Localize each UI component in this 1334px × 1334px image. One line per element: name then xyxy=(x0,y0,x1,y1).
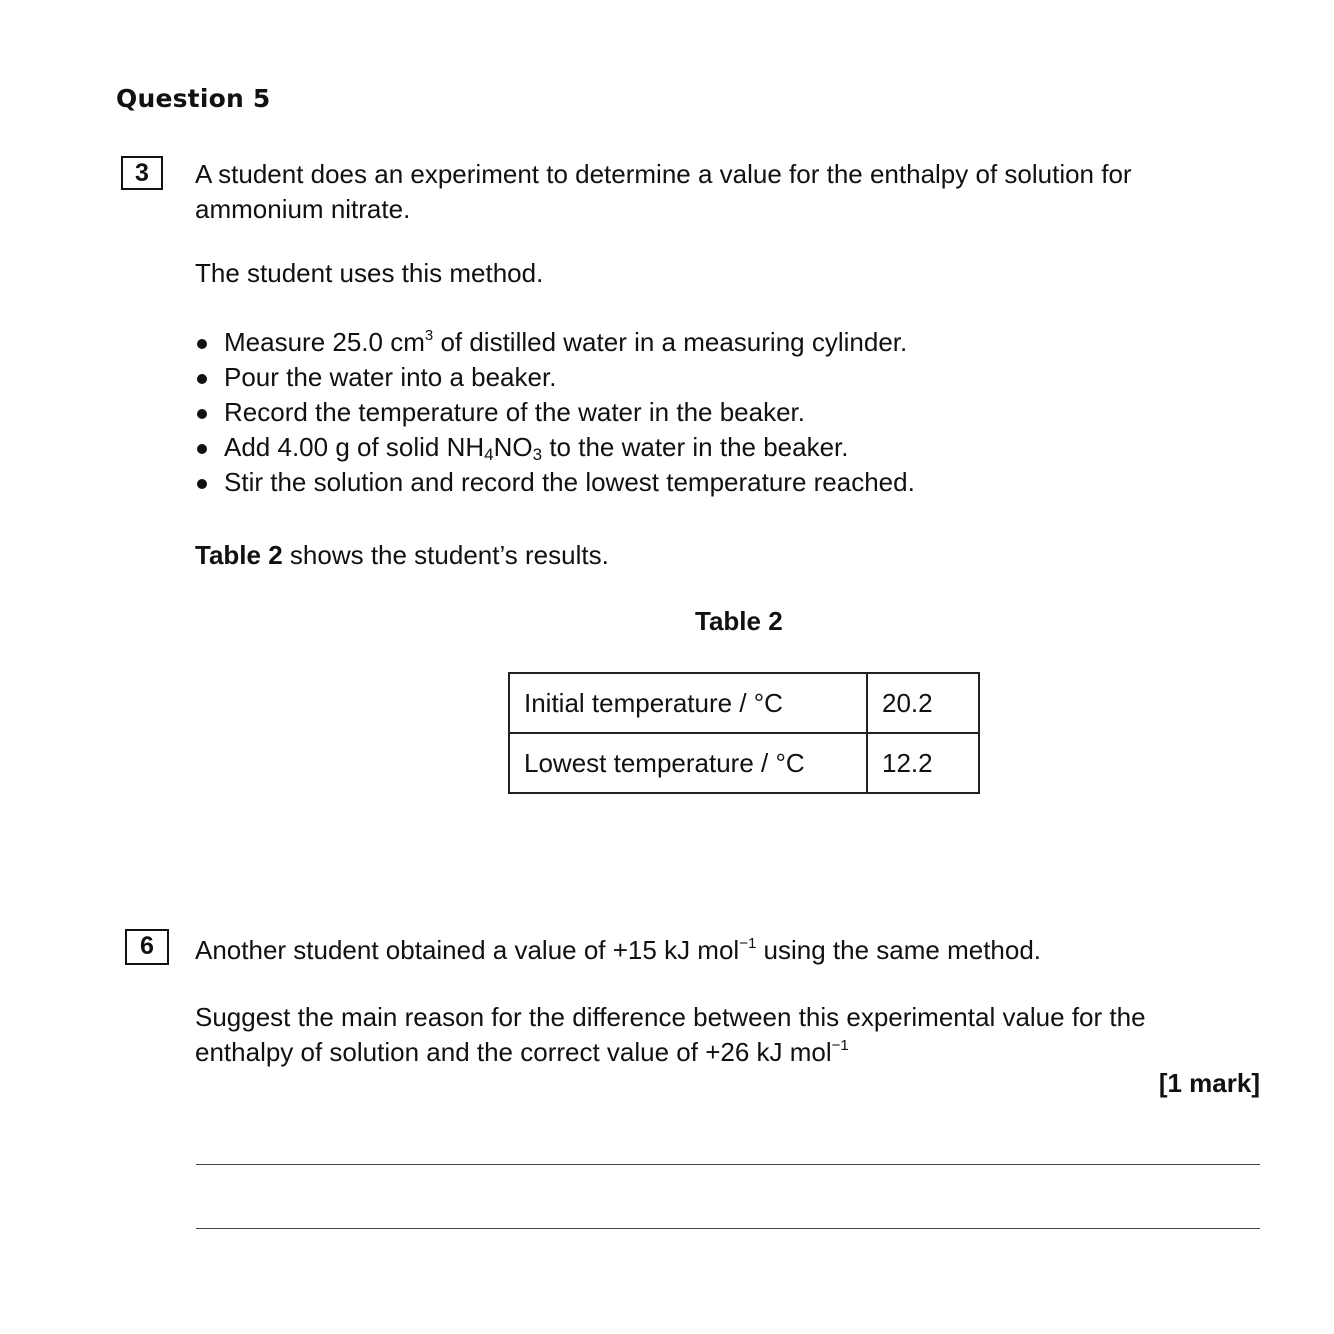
method-step-5: Stir the solution and record the lowest temperature reached. xyxy=(195,465,915,500)
q6-prompt-line-1: Suggest the main reason for the difference between this experimental value for the xyxy=(195,1002,1146,1032)
table-cell-value: 12.2 xyxy=(867,733,979,793)
answer-line-1[interactable] xyxy=(196,1164,1260,1165)
table-row xyxy=(509,673,979,733)
answer-line-2[interactable] xyxy=(196,1228,1260,1229)
results-table xyxy=(508,672,980,794)
method-step-1: Measure 25.0 $cm^3$ of distilled water in a measuring cylinder. xyxy=(195,325,915,360)
method-intro: The student uses this method. xyxy=(195,258,544,288)
method-step-4: Add 4.00 g of solid $NH_4NO_3$ to the water in the beaker. xyxy=(195,430,915,465)
table-cell-value: 20.2 xyxy=(867,673,979,733)
q6-statement: Another student obtained a value of +15 kJ mol$^{-1}$ using the same method. xyxy=(195,935,1042,965)
table-cell-label: Lowest temperature / °C xyxy=(509,733,867,793)
question-number-box-3: 3 xyxy=(121,156,163,190)
results-reference: Table 2 shows the student’s results. xyxy=(195,540,609,570)
method-steps-list xyxy=(195,325,915,500)
mark-allocation: [1 mark] xyxy=(1158,1068,1260,1098)
q3-intro-line-1: A student does an experiment to determine a value for the enthalpy of solution for xyxy=(195,159,1132,189)
method-step-3: Record the temperature of the water in the beaker. xyxy=(195,395,915,430)
question-heading: Question 5 xyxy=(116,84,271,113)
question-number-box-6: 6 xyxy=(125,929,169,965)
table-caption: Table 2 xyxy=(695,606,783,636)
table-row xyxy=(509,733,979,793)
q6-prompt-line-2: enthalpy of solution and the correct value of +26 kJ mol$^{-1}$ xyxy=(195,1037,849,1067)
table-cell-label: Initial temperature / °C xyxy=(509,673,867,733)
q3-intro-line-2: ammonium nitrate. xyxy=(195,194,411,224)
method-step-2: Pour the water into a beaker. xyxy=(195,360,915,395)
